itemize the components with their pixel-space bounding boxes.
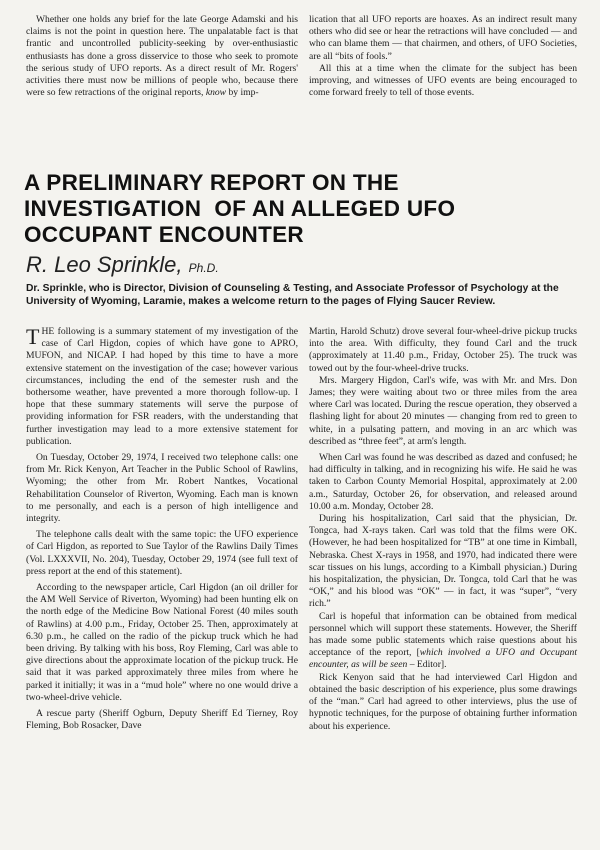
top-right-paragraph-2: All this at a time when the climate for the subject has been improving, and witnesses of UFO events are being encouraged to come forward freely to tell of those events. [309, 62, 577, 99]
author-name: R. Leo Sprinkle, [26, 252, 183, 277]
title-line-2: INVESTIGATION OF AN ALLEGED UFO [24, 196, 456, 221]
body-paragraph-3: The telephone calls dealt with the same topic: the UFO experience of Carl Higdon, as reported to Sue Taylor of the Rawlins Daily Times (Vol. LXXXVII, No. 204), Tuesday, October 29, 1974 (see full text of press report at the end of this statement). [26, 529, 298, 577]
body-right-paragraph-2: Mrs. Margery Higdon, Carl's wife, was with Mr. and Mrs. Don James; they were waiting about two or three miles from the area where Carl was located. During the rescue operation, they observed a flashing light for about 20 minutes — changing from red to green to white, in a pulsating pattern, and moving in an arc which was described as “three feet”, at arm's length. [309, 374, 577, 447]
editor-note: which involved a UFO and Occupant encounter, as will be seen [309, 647, 578, 671]
body-right-paragraph-1: Martin, Harold Schutz) drove several four-wheel-drive pickup trucks into the area. With difficulty, they found Carl and the truck (approximately at 11.40 p.m., Friday, October 25). The truck was towed out by the four-wheel-drive trucks. [309, 326, 577, 374]
body-right-paragraph-6: Rick Kenyon said that he had interviewed Carl Higdon and obtained the basic description of his experience, plus some drawings of the “man.” Carl had agreed to other interviews, plus the use of hypnotic techniques, for the purpose of obtaining further information about his experience. [309, 671, 577, 732]
title-line-1: A PRELIMINARY REPORT ON THE [24, 170, 399, 195]
emphasis-know: know [205, 87, 227, 99]
body-right-paragraph-4: During his hospitalization, Carl said that the physician, Dr. Tongca, had X-rays taken. Carl was told that the films were OK. (However, he had been hospitalized for “TB” at one time in Kimball, Nebraska. Chest X-rays in 1958, and 1970, had indicated there were scar tissues on his lungs, according to a Kimball physician.) During his hospitalization, the physician, Dr. Tongca, told Carl that he was “OK,” and his blood was “OK” — in fact, it was “super”, “very rich.” [309, 513, 577, 610]
body-paragraph-5: A rescue party (Sheriff Ogburn, Deputy Sheriff Ed Tierney, Roy Fleming, Bob Rosacker, Dave [26, 708, 298, 732]
author-degree: Ph.D. [188, 261, 219, 275]
body-right-column [309, 326, 577, 733]
author-intro: Dr. Sprinkle, who is Director, Division of Counseling & Testing, and Associate Professor of Psychology at the University of Wyoming, Laramie, makes a welcome return to the pages of Flying Saucer Review. [26, 283, 559, 307]
body-paragraph-4: According to the newspaper article, Carl Higdon (an oil driller for the AM Well Service of Riverton, Wyoming) had been hunting elk on the north edge of the Medicine Bow National Forest (40 miles south of Rawlins) at 4.00 p.m., Friday, October 25. Then, approximately at 6.30 p.m., he called on the radio of the pickup truck which he had been driving. By talking with his boss, Roy Fleming, Carl was able to give directions about the approximate location of the pickup truck. He said that it was parked approximately three miles from where he parked it initially; it was in a “mud hole” where no one would drive a two-wheel-drive vehicle. [26, 582, 298, 703]
top-left-paragraph: Whether one holds any brief for the late George Adamski and his claims is not the point in question here. The unpalatable fact is that frantic and uncontrolled publicity-seeking by over-enthusiastic enthusiasts has done a gross disservice to those who seek to promote the serious study of UFO reports. As a direct result of Mr. Rogers' activities there must now be millions of people who, because there were so few retractions of the original reports, know by imp- [26, 14, 298, 99]
body-left-column [26, 326, 298, 733]
body-paragraph-2: On Tuesday, October 29, 1974, I received two telephone calls: one from Mr. Rick Kenyon, Art Teacher in the Public School of Rawlins, Wyoming; the other from Mr. Robert Nantkes, Vocational Rehabilitation Counselor of Riverton, Wyoming. Each man is known to me personally, and each is a person of high intelligence and integrity. [26, 452, 298, 525]
article-title [24, 170, 584, 248]
body-right-paragraph-5: Carl is hopeful that information can be obtained from medical personnel which will support these statements. However, the Sheriff has made some public statements which raise questions about his acceptance of the report, [which involved a UFO and Occupant encounter, as will be seen – Editor]. [309, 610, 578, 671]
top-left-column [26, 14, 298, 99]
body-paragraph-1: THE following is a summary statement of my investigation of the case of Carl Higdon, copies of which have gone to APRO, MUFON, and NICAP. I had hoped by this time to have a more extensive statement on the investigation of the case; however various circumstances, including the end of the semester rush and the bothersome weather, have prevented a more thorough follow-up. I hope that these summary statements will serve the purpose of providing information for FSR readers, with the understanding that further investigation may lead to a more extensive statement for publication. [26, 324, 298, 447]
title-line-3: OCCUPANT ENCOUNTER [24, 222, 304, 247]
drop-cap: T [26, 324, 40, 349]
body-right-paragraph-3: When Carl was found he was described as dazed and confused; he had difficulty in talking, and in recognizing his wife. He said he was taken to Carbon County Memorial Hospital, approximately at 2.00 a.m., Saturday, October 26, for observation, and released around 10.00 a.m. Monday, October 28. [309, 452, 577, 512]
top-right-column [309, 14, 577, 99]
author-byline [26, 252, 219, 278]
top-right-paragraph-1: lication that all UFO reports are hoaxes. As an indirect result many others who did see or hear the retractions will have concluded — and who can blame them — that chairmen, and others, of UFO Societies, are all “bits of fools.” [309, 14, 577, 62]
